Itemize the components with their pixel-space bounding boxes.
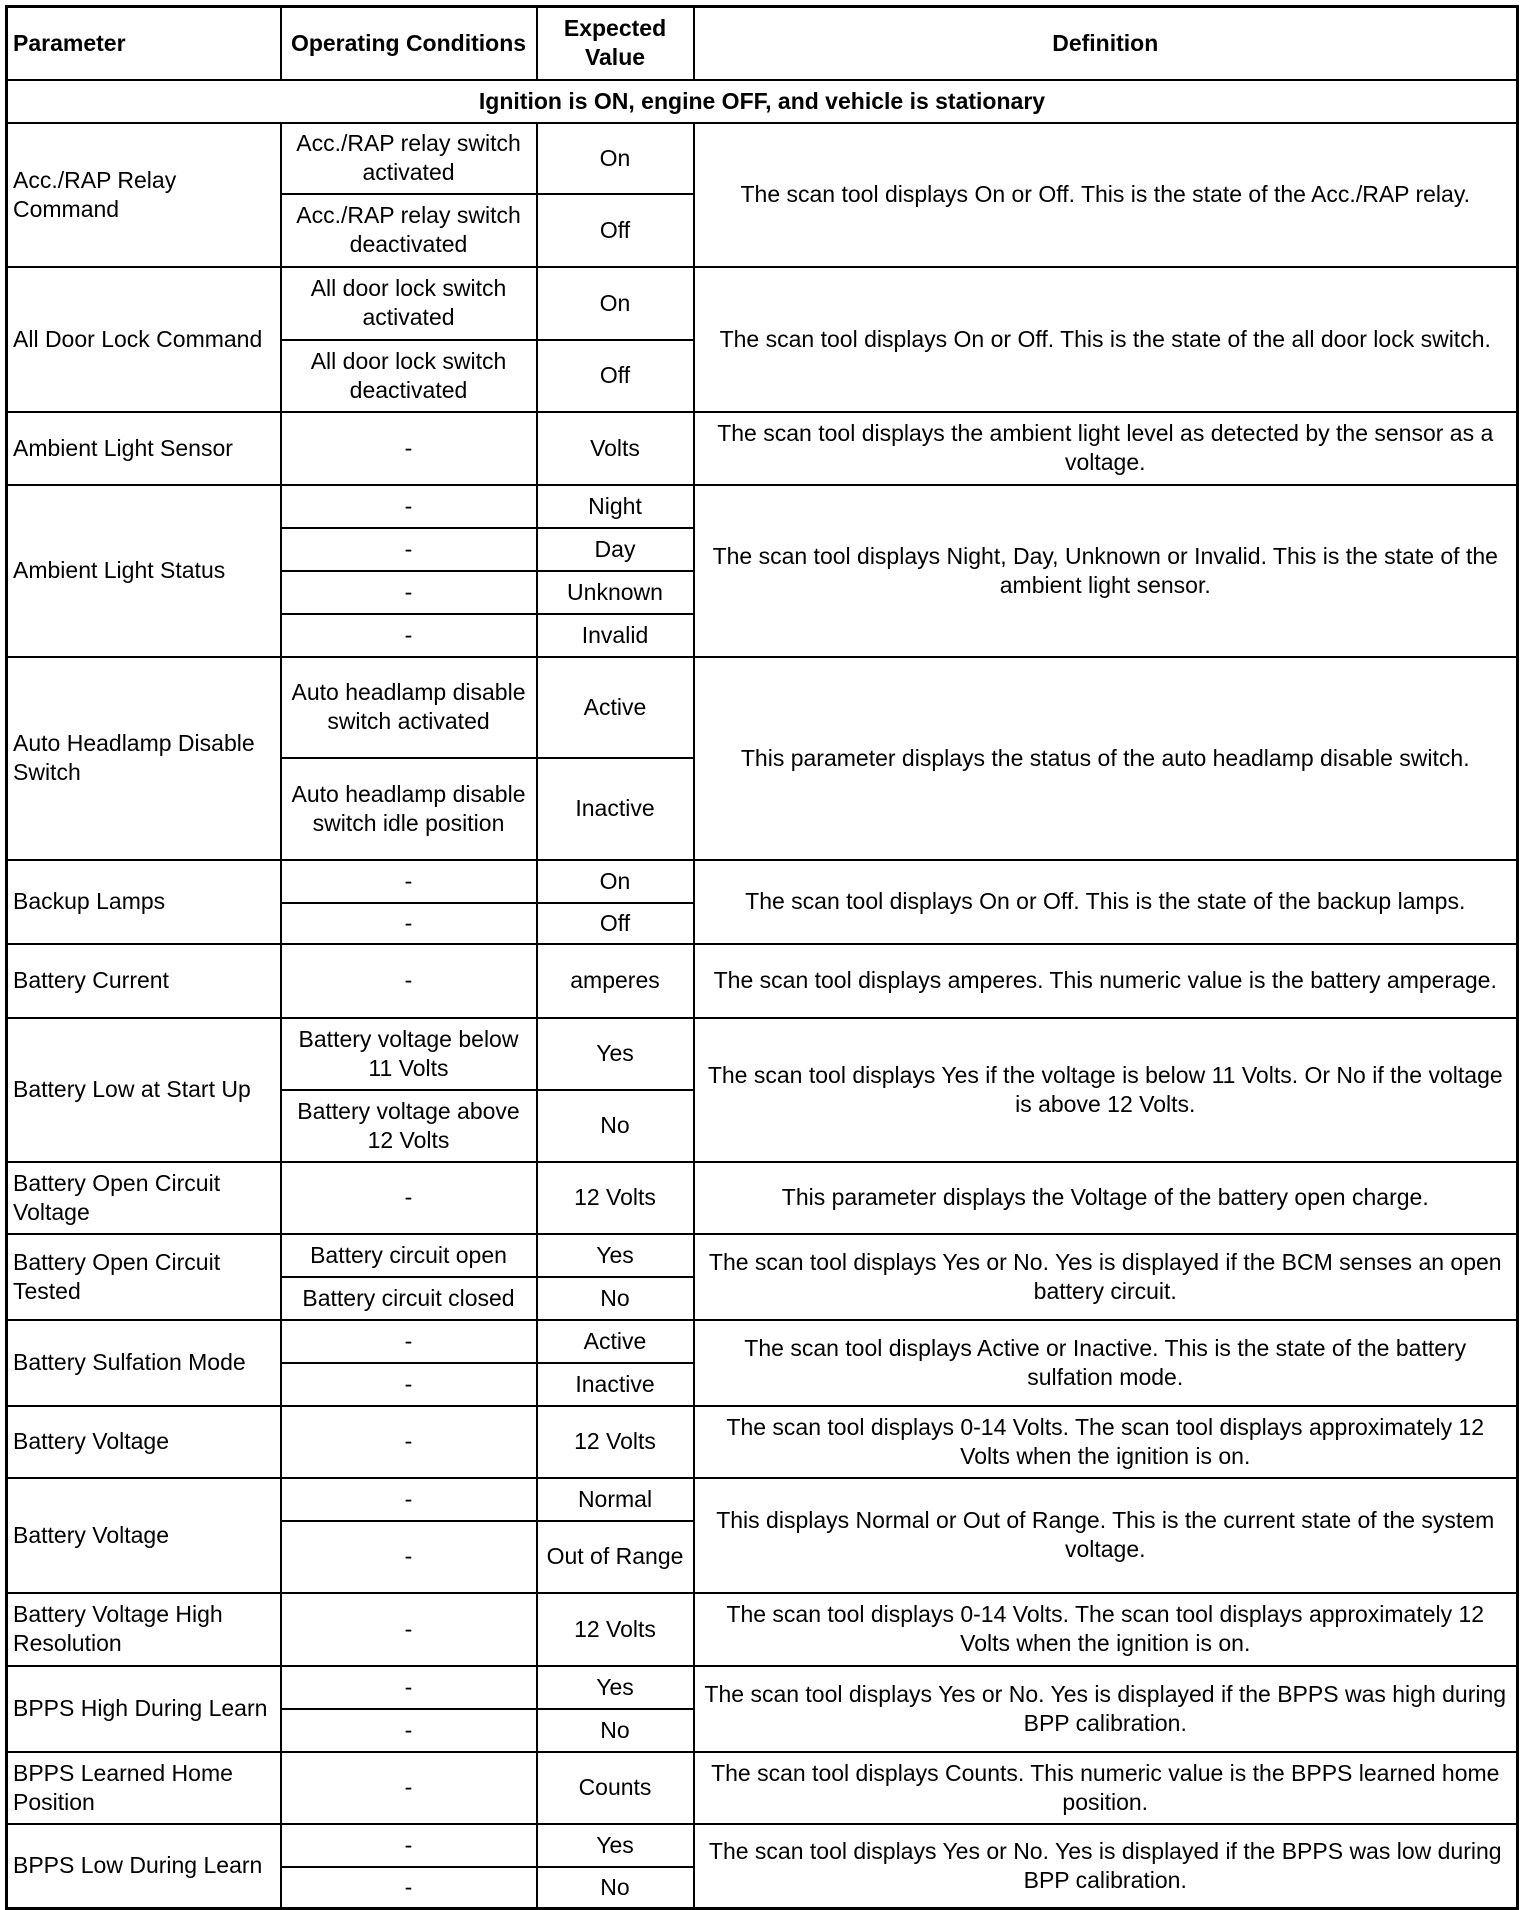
operating-condition-cell: Battery voltage below 11 Volts: [281, 1018, 537, 1090]
table-row: [7, 1752, 1518, 1824]
expected-value-cell: 12 Volts: [537, 1162, 694, 1234]
expected-value-cell: On: [537, 267, 694, 340]
operating-condition-cell: Acc./RAP relay switch activated: [281, 123, 537, 194]
definition-cell: The scan tool displays Yes or No. Yes is displayed if the BPPS was low during BPP calibration.: [694, 1824, 1518, 1909]
table-row: [7, 485, 1518, 528]
header-parameter: Parameter: [7, 7, 281, 80]
expected-value-cell: Off: [537, 340, 694, 412]
parameter-cell: Backup Lamps: [7, 860, 281, 944]
expected-value-cell: No: [537, 1709, 694, 1752]
parameter-cell: Battery Sulfation Mode: [7, 1320, 281, 1406]
definition-cell: The scan tool displays Yes if the voltage is below 11 Volts. Or No if the voltage is above 12 Volts.: [694, 1018, 1518, 1162]
expected-value-cell: Unknown: [537, 571, 694, 614]
expected-value-cell: Yes: [537, 1018, 694, 1090]
operating-condition-cell: -: [281, 903, 537, 944]
definition-cell: The scan tool displays Yes or No. Yes is displayed if the BPPS was high during BPP calibration.: [694, 1666, 1518, 1752]
table-row: [7, 944, 1518, 1018]
expected-value-cell: Day: [537, 528, 694, 571]
table-row: [7, 1824, 1518, 1867]
expected-value-cell: Active: [537, 1320, 694, 1363]
header-operating-conditions: Operating Conditions: [281, 7, 537, 80]
operating-condition-cell: All door lock switch deactivated: [281, 340, 537, 412]
table-row: [7, 1478, 1518, 1521]
operating-condition-cell: -: [281, 1709, 537, 1752]
parameter-cell: All Door Lock Command: [7, 267, 281, 412]
table-row: [7, 123, 1518, 194]
table-row: [7, 1234, 1518, 1277]
expected-value-cell: Volts: [537, 412, 694, 485]
expected-value-cell: Yes: [537, 1666, 694, 1709]
operating-condition-cell: -: [281, 1162, 537, 1234]
header-definition: Definition: [694, 7, 1518, 80]
expected-value-cell: No: [537, 1867, 694, 1909]
operating-condition-cell: -: [281, 614, 537, 657]
expected-value-cell: Normal: [537, 1478, 694, 1521]
parameter-cell: Ambient Light Status: [7, 485, 281, 657]
definition-cell: The scan tool displays Active or Inactive. This is the state of the battery sulfation mode.: [694, 1320, 1518, 1406]
expected-value-cell: Invalid: [537, 614, 694, 657]
expected-value-cell: Inactive: [537, 1363, 694, 1406]
parameter-cell: Battery Voltage High Resolution: [7, 1593, 281, 1666]
parameter-cell: Battery Current: [7, 944, 281, 1018]
operating-condition-cell: -: [281, 1867, 537, 1909]
operating-condition-cell: -: [281, 1752, 537, 1824]
parameter-cell: Battery Voltage: [7, 1478, 281, 1593]
expected-value-cell: 12 Volts: [537, 1593, 694, 1666]
expected-value-cell: No: [537, 1090, 694, 1162]
operating-condition-cell: -: [281, 860, 537, 903]
section-row: [7, 80, 1518, 123]
parameter-cell: BPPS Learned Home Position: [7, 1752, 281, 1824]
parameter-cell: Battery Voltage: [7, 1406, 281, 1478]
definition-cell: This parameter displays the Voltage of the battery open charge.: [694, 1162, 1518, 1234]
definition-cell: The scan tool displays On or Off. This is the state of the backup lamps.: [694, 860, 1518, 944]
parameter-cell: Acc./RAP Relay Command: [7, 123, 281, 267]
definition-cell: This parameter displays the status of the auto headlamp disable switch.: [694, 657, 1518, 860]
expected-value-cell: Night: [537, 485, 694, 528]
operating-condition-cell: -: [281, 1666, 537, 1709]
expected-value-cell: On: [537, 860, 694, 903]
expected-value-cell: Off: [537, 194, 694, 267]
operating-condition-cell: Battery voltage above 12 Volts: [281, 1090, 537, 1162]
definition-cell: The scan tool displays 0-14 Volts. The scan tool displays approximately 12 Volts when the ignition is on.: [694, 1593, 1518, 1666]
parameter-cell: Battery Low at Start Up: [7, 1018, 281, 1162]
definition-cell: This displays Normal or Out of Range. This is the current state of the system voltage.: [694, 1478, 1518, 1593]
operating-condition-cell: -: [281, 1320, 537, 1363]
operating-condition-cell: Battery circuit open: [281, 1234, 537, 1277]
expected-value-cell: Out of Range: [537, 1521, 694, 1593]
operating-condition-cell: -: [281, 485, 537, 528]
table-row: [7, 1593, 1518, 1666]
operating-condition-cell: -: [281, 1521, 537, 1593]
parameter-cell: Battery Open Circuit Voltage: [7, 1162, 281, 1234]
definition-cell: The scan tool displays 0-14 Volts. The scan tool displays approximately 12 Volts when the ignition is on.: [694, 1406, 1518, 1478]
section-title: Ignition is ON, engine OFF, and vehicle is stationary: [7, 80, 1518, 123]
definition-cell: The scan tool displays Night, Day, Unknown or Invalid. This is the state of the ambient light sensor.: [694, 485, 1518, 657]
expected-value-cell: No: [537, 1277, 694, 1320]
expected-value-cell: Counts: [537, 1752, 694, 1824]
operating-condition-cell: -: [281, 412, 537, 485]
table-row: [7, 1666, 1518, 1709]
table-row: [7, 860, 1518, 903]
definition-cell: The scan tool displays the ambient light level as detected by the sensor as a voltage.: [694, 412, 1518, 485]
operating-condition-cell: Auto headlamp disable switch activated: [281, 657, 537, 758]
parameter-table: [5, 5, 1519, 1910]
definition-cell: The scan tool displays On or Off. This is the state of the Acc./RAP relay.: [694, 123, 1518, 267]
expected-value-cell: 12 Volts: [537, 1406, 694, 1478]
operating-condition-cell: -: [281, 1824, 537, 1867]
operating-condition-cell: -: [281, 944, 537, 1018]
parameter-cell: BPPS High During Learn: [7, 1666, 281, 1752]
expected-value-cell: Yes: [537, 1824, 694, 1867]
operating-condition-cell: -: [281, 1363, 537, 1406]
table-row: [7, 1406, 1518, 1478]
expected-value-cell: Off: [537, 903, 694, 944]
operating-condition-cell: -: [281, 528, 537, 571]
operating-condition-cell: -: [281, 1593, 537, 1666]
operating-condition-cell: -: [281, 1478, 537, 1521]
header-expected-value: Expected Value: [537, 7, 694, 80]
operating-condition-cell: Auto headlamp disable switch idle position: [281, 758, 537, 860]
table-row: [7, 657, 1518, 758]
table-row: [7, 1162, 1518, 1234]
expected-value-cell: On: [537, 123, 694, 194]
operating-condition-cell: Acc./RAP relay switch deactivated: [281, 194, 537, 267]
operating-condition-cell: Battery circuit closed: [281, 1277, 537, 1320]
operating-condition-cell: -: [281, 1406, 537, 1478]
table-row: [7, 1320, 1518, 1363]
table-row: [7, 412, 1518, 485]
table-row: [7, 1018, 1518, 1090]
table-row: [7, 267, 1518, 340]
operating-condition-cell: All door lock switch activated: [281, 267, 537, 340]
expected-value-cell: Yes: [537, 1234, 694, 1277]
header-row: [7, 7, 1518, 80]
definition-cell: The scan tool displays Yes or No. Yes is displayed if the BCM senses an open battery circuit.: [694, 1234, 1518, 1320]
expected-value-cell: Inactive: [537, 758, 694, 860]
parameter-cell: BPPS Low During Learn: [7, 1824, 281, 1909]
definition-cell: The scan tool displays Counts. This numeric value is the BPPS learned home position.: [694, 1752, 1518, 1824]
definition-cell: The scan tool displays On or Off. This is the state of the all door lock switch.: [694, 267, 1518, 412]
expected-value-cell: amperes: [537, 944, 694, 1018]
parameter-cell: Auto Headlamp Disable Switch: [7, 657, 281, 860]
expected-value-cell: Active: [537, 657, 694, 758]
parameter-cell: Ambient Light Sensor: [7, 412, 281, 485]
definition-cell: The scan tool displays amperes. This numeric value is the battery amperage.: [694, 944, 1518, 1018]
parameter-cell: Battery Open Circuit Tested: [7, 1234, 281, 1320]
operating-condition-cell: -: [281, 571, 537, 614]
